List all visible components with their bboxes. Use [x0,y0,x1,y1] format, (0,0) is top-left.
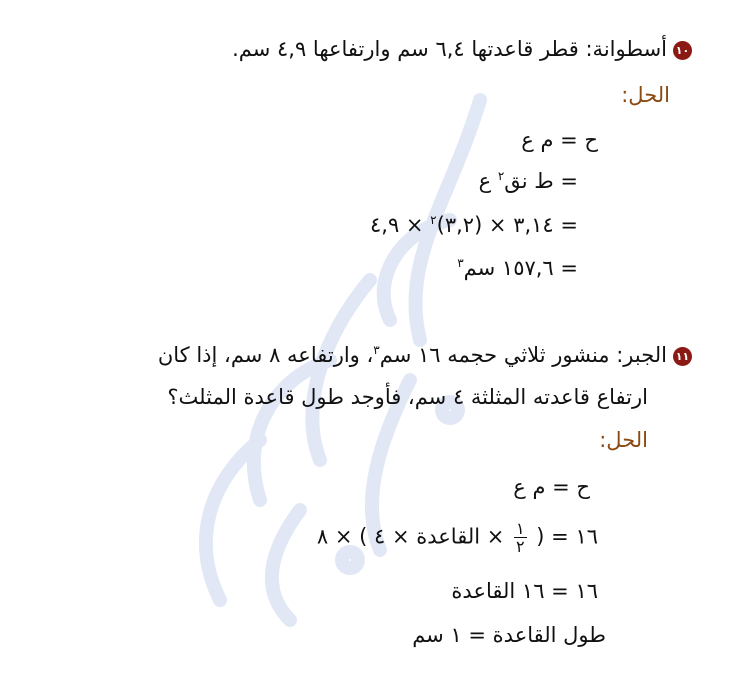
problem-10-step-4: = ١٥٧,٦ سم$^٣$ [457,256,578,280]
problem-10-text: أسطوانة: قطر قاعدتها ٦,٤ سم وارتفاعها ٤,٩ سم. [232,37,667,61]
problem-11-solution-label: الحل: [599,428,648,452]
problem-11-question-line-2: ارتفاع قاعدته المثلثة ٤ سم، فأوجد طول قاعدة المثلث؟ [167,385,648,409]
problem-10-step-3: = ٣,١٤ × (٣,٢)$^٢$ × ٤,٩ [369,213,578,237]
problem-10-solution-label: الحل: [621,83,670,107]
problem-11-step-1: ح = م ع [513,475,590,499]
problem-11-step-4: طول القاعدة = ١ سم [412,623,606,647]
fraction-one-half: $\frac{١}{٢}$ [516,519,525,556]
problem-10-question [232,34,692,64]
problem-11-number-badge: ١١ [673,347,692,366]
problem-11-question: ١١الجبر: منشور ثلاثي حجمه ١٦ سم$^٣$، وارتفاعه ٨ سم، إذا كان [158,340,692,370]
problem-10-number-badge: ١٠ [673,41,692,60]
problem-11-step-2: ١٦ = ( $\frac{١}{٢}$ × القاعدة × ٤ ) × ٨ [316,519,598,556]
problem-10-step-1: ح = م ع [521,128,598,152]
problem-11-step-3: ١٦ = ١٦ القاعدة [451,579,598,603]
problem-10-step-2: = ط نق$^٢$ ع [478,169,578,193]
